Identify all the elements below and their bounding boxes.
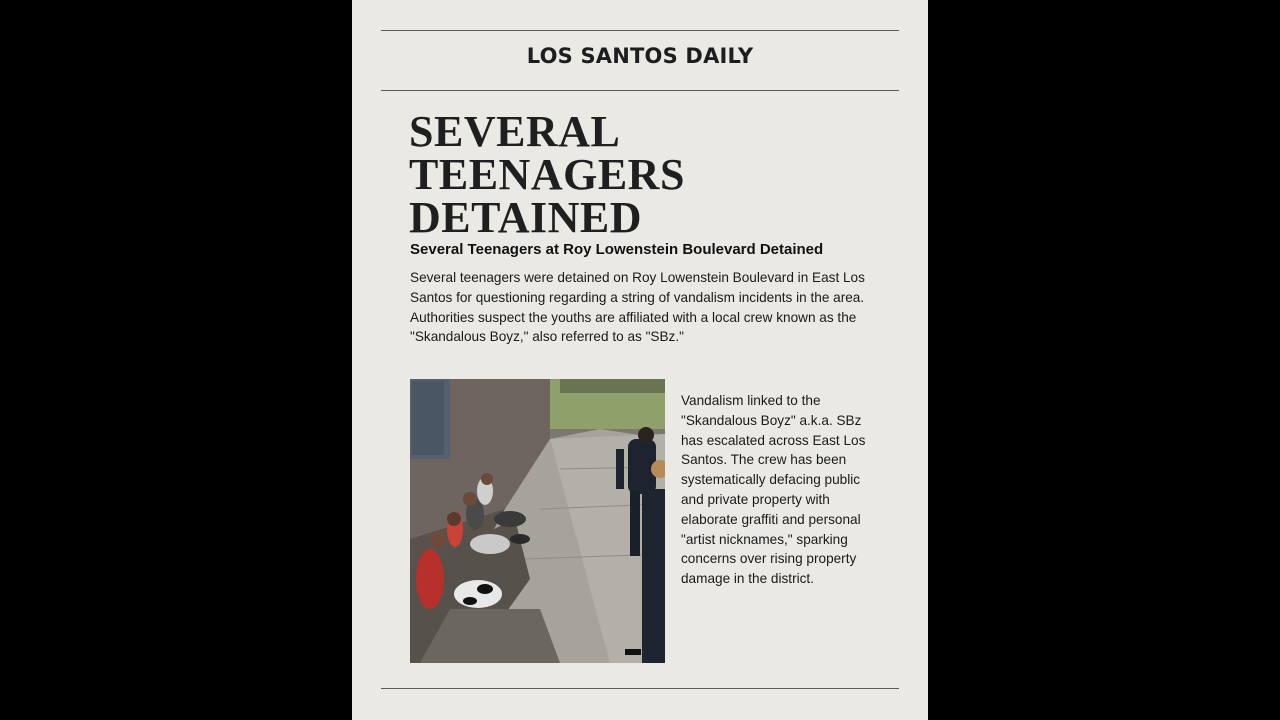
arrest-scene-image <box>410 379 665 663</box>
article-lede: Several teenagers were detained on Roy Lowenstein Boulevard in East Los Santos for questioning regarding a string of vandalism incidents in the area. Authorities suspect the youths are affiliated with a local crew known as the "Skandalous Boyz," also referred to as "SBz." <box>410 270 865 345</box>
article-headline: SEVERAL TEENAGERS DETAINED <box>409 107 685 242</box>
top-rule <box>381 30 899 31</box>
article-subheadline: Several Teenagers at Roy Lowenstein Boulevard Detained <box>410 241 824 258</box>
masthead-title: LOS SANTOS DAILY <box>526 44 754 68</box>
article-photo <box>410 379 665 663</box>
bottom-rule <box>381 688 899 689</box>
masthead-rule <box>381 90 899 91</box>
newspaper-page <box>352 0 928 720</box>
article-side-paragraph: Vandalism linked to the "Skandalous Boyz" a.k.a. SBz has escalated across East Los Santos. The crew has been systematically defacing public and private property with elaborate graffiti and personal "artist nicknames," sparking concerns over rising property damage in the district. <box>681 393 866 587</box>
